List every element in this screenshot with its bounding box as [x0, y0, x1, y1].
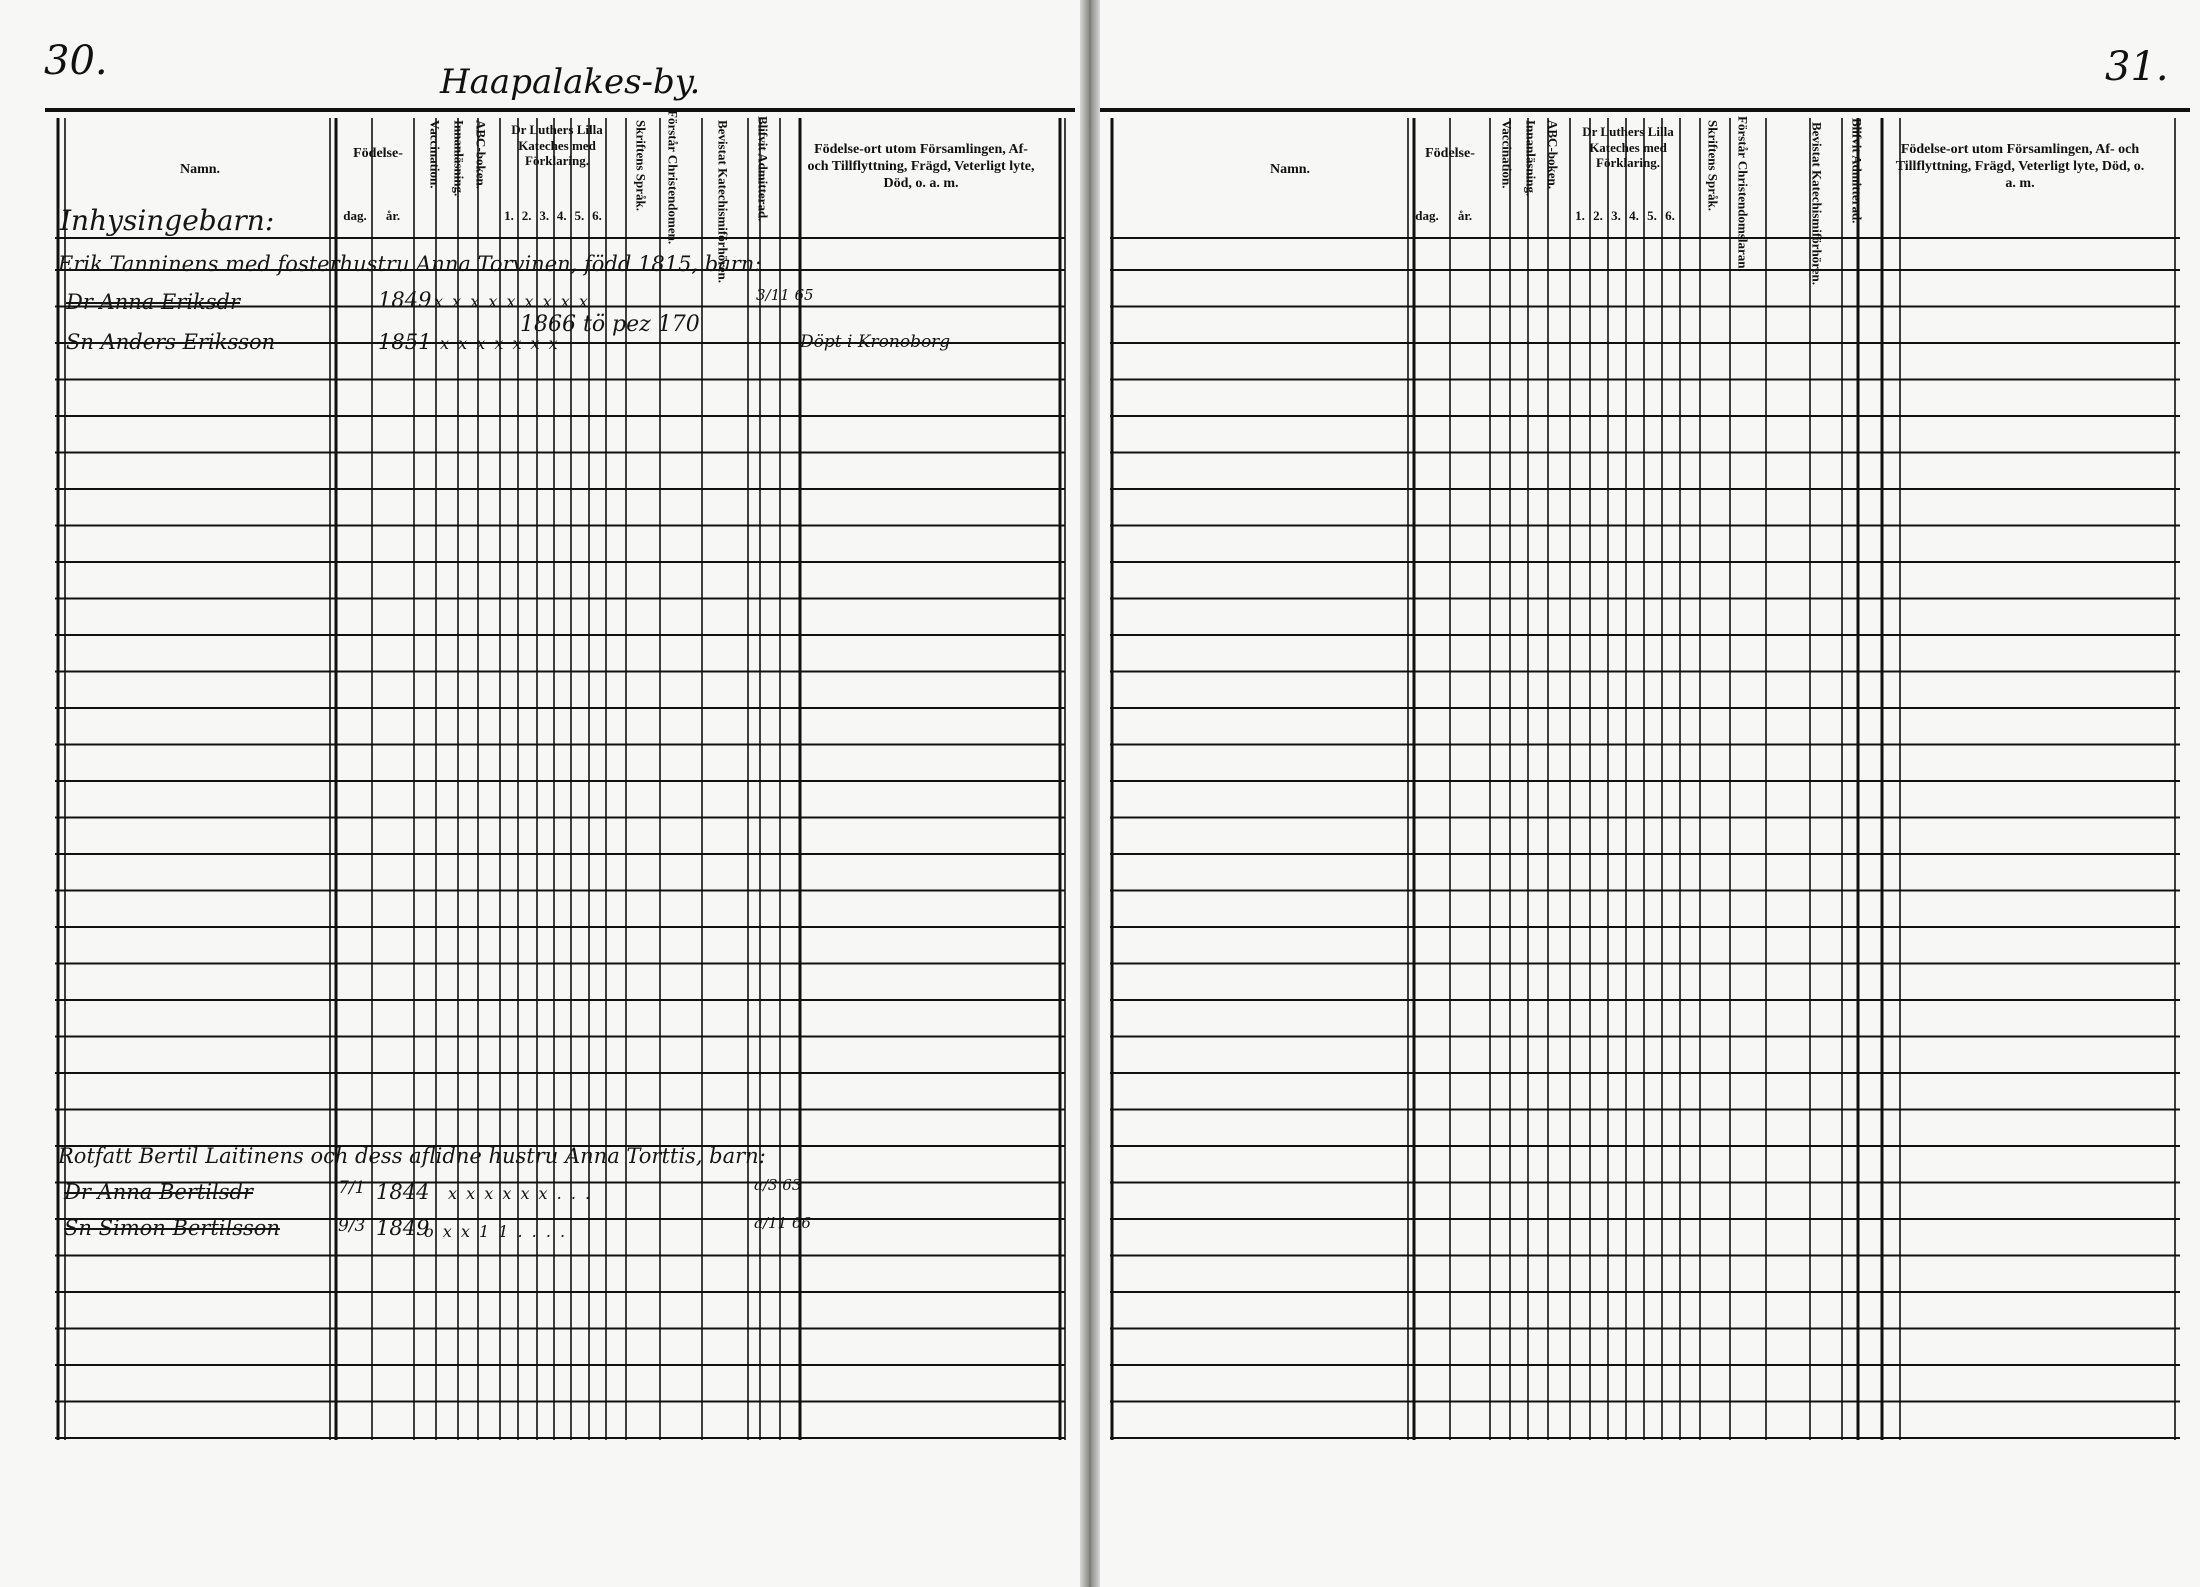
header-bevistat: Bevistat Katechismiförhören. — [715, 120, 731, 283]
entry-remark: Döpt i Kronoborg — [800, 332, 951, 352]
header-fodelseort: Födelse-ort utom Församlingen, Af- och Tillflyttning, Frägd, Veterligt lyte, Död, o. a. m. — [807, 142, 1035, 191]
luther-column-number: 4. — [1629, 208, 1639, 223]
entry-name: Dr Anna Bertilsdr — [64, 1180, 253, 1204]
header-blifvit: Blifvit Admitterad. — [1849, 118, 1865, 224]
luther-column-number: 6. — [1665, 208, 1675, 223]
entry-marks: x x x x x x x — [440, 334, 560, 353]
entry-year: 1849 — [378, 288, 432, 312]
header-vaccination: Vaccination. — [427, 120, 443, 189]
header-abc-boken: ABC-boken. — [473, 120, 489, 189]
entry-day: 7/1 — [338, 1178, 366, 1198]
entry-marks: x x x x x x x x x — [434, 292, 590, 311]
entry-year: 1851 — [378, 330, 432, 354]
entry-note: 1866 tö pez 170 — [520, 312, 700, 337]
entry-admitted: a/11 66 — [754, 1214, 811, 1232]
entry-marks: o x x 1 1 . . . . — [424, 1222, 568, 1241]
luther-column-number: 2. — [521, 208, 532, 223]
luther-column-number: 1. — [504, 208, 514, 223]
luther-column-number: 2. — [1593, 208, 1603, 223]
left-page — [0, 0, 1090, 1587]
header-fodelse: Födelse- — [1425, 146, 1475, 161]
header-skriftens-sprak: Skriftens Språk. — [1705, 120, 1721, 212]
family-heading: Erik Tanninens med fosterhustru Anna Torvinen, född 1815, barn: — [58, 252, 762, 276]
luther-column-number: 5. — [1647, 208, 1657, 223]
header-bevistat: Bevistat Katechismiförhören. — [1809, 122, 1825, 285]
luther-column-number: 3. — [1611, 208, 1621, 223]
right-ruled-grid — [1090, 0, 2200, 1587]
header-fodelse: Födelse- — [353, 146, 403, 161]
header-namn: Namn. — [179, 162, 221, 177]
header-ar: år. — [1457, 208, 1473, 223]
left-ruled-grid — [0, 0, 1090, 1587]
entry-year: 1849 — [376, 1216, 430, 1240]
entry-admitted: 3/11 65 — [756, 286, 814, 304]
entry-day: 9/3 — [338, 1216, 366, 1236]
right-page-number: 31. — [2105, 44, 2169, 90]
header-forstar: Förstår Christendomslaran. — [1735, 116, 1751, 272]
entry-name: Dr Anna Eriksdr — [66, 290, 241, 314]
luther-column-number: 4. — [556, 208, 567, 223]
header-luthers: Dr Luthers Lilla Kateches med Förklaring. — [511, 122, 603, 169]
header-luthers: Dr Luthers Lilla Kateches med Förklaring. — [1582, 124, 1674, 171]
header-abc-boken: ABC-boken. — [1545, 120, 1561, 189]
right-page — [1090, 0, 2200, 1587]
header-skriftens-sprak: Skriftens Språk. — [633, 120, 649, 212]
header-namn: Namn. — [1269, 162, 1311, 177]
header-vaccination: Vaccination. — [1499, 120, 1515, 189]
header-ar: år. — [385, 208, 401, 223]
village-name: Haapalakes-by. — [440, 62, 701, 102]
entry-name: Sn Simon Bertilsson — [64, 1216, 280, 1240]
header-innanlasning: Innanläsning. — [1523, 120, 1539, 197]
left-page-number: 30. — [44, 38, 108, 84]
header-blifvit: Blifvit Admitterad. — [755, 116, 771, 222]
entry-marks: x x x x x x . . . — [448, 1184, 593, 1203]
entry-year: 1844 — [376, 1180, 430, 1204]
header-dag: dag. — [1415, 208, 1439, 223]
family-heading: Rotfatt Bertil Laitinens och dess aflidne hustru Anna Torttis, barn: — [58, 1144, 766, 1168]
header-dag: dag. — [343, 208, 367, 223]
header-forstar: Förstår Christendomen. — [665, 110, 681, 245]
luther-column-number: 6. — [592, 208, 602, 223]
entry-admitted: a/3 63 — [754, 1176, 802, 1194]
header-innanlasning: Innanläsning. — [451, 120, 467, 197]
section-title: Inhysingebarn: — [60, 204, 275, 237]
luther-column-number: 5. — [574, 208, 585, 223]
luther-column-number: 1. — [1575, 208, 1585, 223]
entry-name: Sn Anders Eriksson — [66, 330, 276, 354]
luther-column-number: 3. — [539, 208, 550, 223]
header-fodelseort: Födelse-ort utom Församlingen, Af- och Tillflyttning, Frägd, Veterligt lyte, Död, o. a. m. — [1895, 142, 2145, 191]
